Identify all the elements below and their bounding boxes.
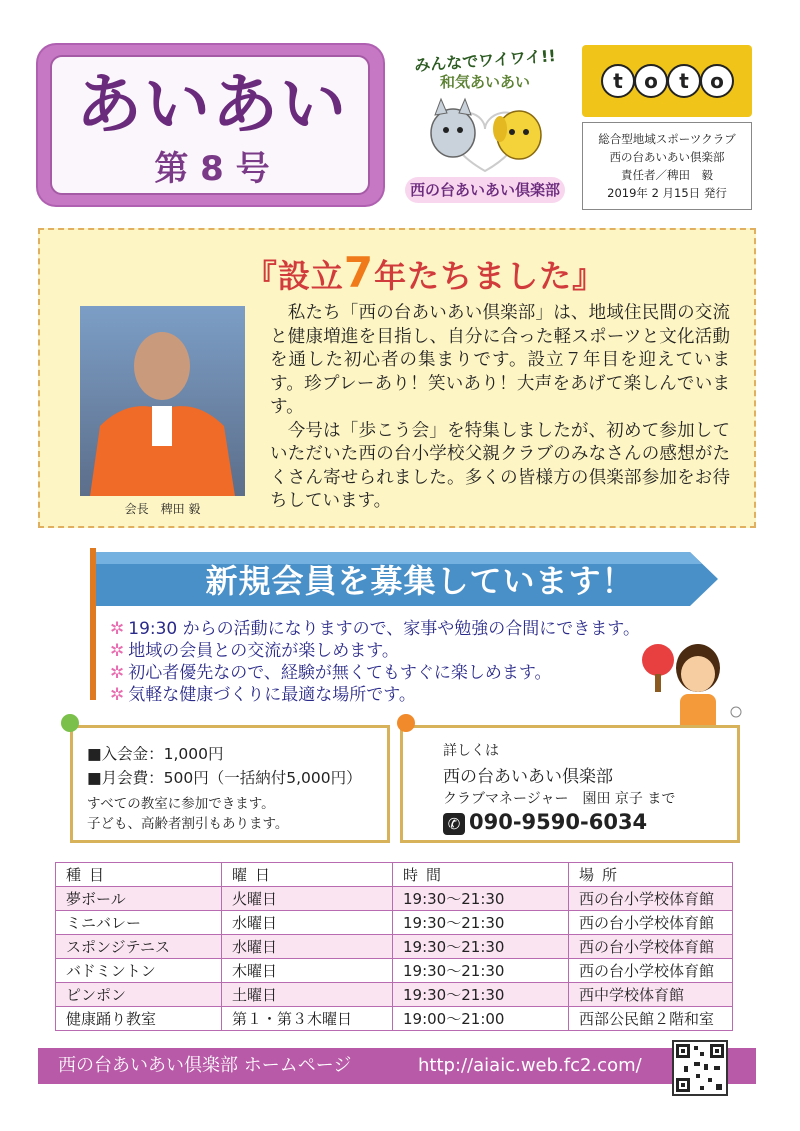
table-cell: 健康踊り教室 (56, 1007, 222, 1031)
entry-fee: ■入会金：1,000円 (87, 745, 224, 763)
table-cell: スポンジテニス (56, 935, 222, 959)
fee-note-line: 子ども、高齢者割引もあります。 (87, 816, 289, 832)
contact-manager: クラブマネージャー 園田 京子 まで (443, 791, 676, 807)
toto-letter: o (710, 69, 724, 93)
founding-paragraph: 今号は「歩こう会」を特集しましたが、初めて参加していただいた西の台小学校父親クラブのみなさんの感想がたくさん寄せられました。多くの皆様方の倶楽部参加をお待ちしています。 (270, 420, 730, 511)
table-row (56, 911, 733, 935)
green-pin-icon (61, 714, 79, 732)
table-cell: 第１・第３木曜日 (222, 1007, 393, 1031)
table-row (56, 983, 733, 1007)
toto-letter: t (679, 69, 689, 93)
table-row (56, 935, 733, 959)
flower-bullet-icon: ✲ (110, 641, 125, 661)
table-cell: バドミントン (56, 959, 222, 983)
table-cell: 水曜日 (222, 911, 393, 935)
table-cell: 火曜日 (222, 887, 393, 911)
table-cell: 19:30～21:30 (393, 959, 569, 983)
issue-number: 第 8 号 (154, 149, 270, 189)
column-header: 場所 (569, 863, 733, 887)
table-cell: 夢ボール (56, 887, 222, 911)
mascot-animals-icon (415, 93, 555, 179)
banner-left-bar (90, 610, 96, 700)
org-line: 責任者／稗田 毅 (621, 168, 713, 182)
mascot-slogan: みんなでワイワイ!! (413, 46, 557, 75)
flower-bullet-icon: ✲ (110, 663, 125, 683)
chairman-photo (80, 306, 245, 496)
table-cell: 西の台小学校体育館 (569, 935, 733, 959)
recruit-list (110, 618, 710, 706)
contact-intro: 詳しくは (443, 743, 499, 759)
recruit-title: 新規会員を募集しています！ (205, 562, 635, 600)
table-cell: 水曜日 (222, 935, 393, 959)
contact-note (400, 725, 740, 843)
table-cell: 西部公民館２階和室 (569, 1007, 733, 1031)
toto-logo (600, 63, 734, 99)
org-line: 総合型地域スポーツクラブ (598, 132, 736, 146)
founding-title (185, 248, 665, 297)
toto-letter: o (644, 69, 658, 93)
qr-code-icon[interactable] (672, 1040, 728, 1096)
table-cell: 西の台小学校体育館 (569, 911, 733, 935)
qr-pattern (674, 1042, 726, 1094)
toto-letter: t (613, 69, 623, 93)
table-row (56, 959, 733, 983)
newsletter-title: あいあい (76, 66, 348, 143)
photo-caption: 会長 稗田 毅 (124, 502, 201, 516)
founding-body (270, 302, 730, 514)
table-cell: 19:30～21:30 (393, 887, 569, 911)
table-header-row (56, 863, 733, 887)
contact-club: 西の台あいあい倶楽部 (443, 767, 613, 787)
table-cell: 土曜日 (222, 983, 393, 1007)
recruit-item: ✲ 地域の会員との交流が楽しめます。 (110, 641, 399, 661)
footer-label: 西の台あいあい倶楽部 ホームページ (58, 1055, 352, 1076)
contact-phone[interactable]: 090-9590-6034 (469, 810, 648, 834)
chairman-figure-icon (80, 306, 245, 496)
founding-title-number: 7 (343, 248, 375, 297)
monthly-fee: ■月会費：500円（一括納付5,000円） (87, 769, 362, 787)
homepage-link[interactable]: http://aiaic.web.fc2.com/ (418, 1055, 642, 1076)
newsletter-title-inner (50, 55, 370, 195)
table-cell: 19:30～21:30 (393, 935, 569, 959)
founding-article (38, 228, 756, 528)
column-header: 時間 (393, 863, 569, 887)
fee-note (70, 725, 390, 843)
mascot-club-name: 西の台あいあい倶楽部 (405, 177, 565, 203)
schedule-table (55, 862, 733, 1031)
flower-bullet-icon: ✲ (110, 619, 125, 639)
fee-note-line: すべての教室に参加できます。 (87, 796, 275, 812)
table-cell: ミニバレー (56, 911, 222, 935)
phone-icon: ✆ (443, 813, 465, 835)
founding-title-pre: 『設立 (244, 257, 344, 295)
table-cell: 西中学校体育館 (569, 983, 733, 1007)
recruit-item: ✲ 19:30 からの活動になりますので、家事や勉強の合間にできます。 (110, 619, 640, 639)
footer-bar (38, 1048, 756, 1084)
recruit-item: ✲ 気軽な健康づくりに最適な場所です。 (110, 685, 416, 705)
org-line: 2019年 2 月15日 発行 (607, 186, 727, 200)
founding-title-post: 年たちました』 (374, 257, 606, 295)
recruit-banner (90, 548, 720, 610)
org-line: 西の台あいあい倶楽部 (609, 150, 725, 164)
table-cell: 19:30～21:30 (393, 911, 569, 935)
table-cell: 19:00～21:00 (393, 1007, 569, 1031)
newsletter-title-box (38, 45, 383, 205)
table-cell: 西の台小学校体育館 (569, 959, 733, 983)
founding-paragraph: 私たち「西の台あいあい倶楽部」は、地域住民間の交流と健康増進を目指し、自分に合った軽スポーツと文化活動を通した初心者の集まりです。設立７年目を迎えています。珍プレーあり！笑いあり！大声をあげて楽しんでいます。 (270, 303, 730, 417)
flower-bullet-icon: ✲ (110, 685, 125, 705)
publisher-info (582, 122, 752, 210)
table-cell: 19:30～21:30 (393, 983, 569, 1007)
table-cell: 西の台小学校体育館 (569, 887, 733, 911)
mascot-subslogan: 和気あいあい (439, 73, 530, 91)
table-cell: ピンポン (56, 983, 222, 1007)
toto-logo-box (582, 45, 752, 117)
table-row (56, 1007, 733, 1031)
column-header: 曜日 (222, 863, 393, 887)
contact-phone-row[interactable] (443, 810, 647, 835)
table-row (56, 887, 733, 911)
column-header: 種目 (56, 863, 222, 887)
recruit-item: ✲ 初心者優先なので、経験が無くてもすぐに楽しめます。 (110, 663, 552, 683)
table-cell: 木曜日 (222, 959, 393, 983)
club-mascot-logo (395, 45, 575, 205)
orange-pin-icon (397, 714, 415, 732)
